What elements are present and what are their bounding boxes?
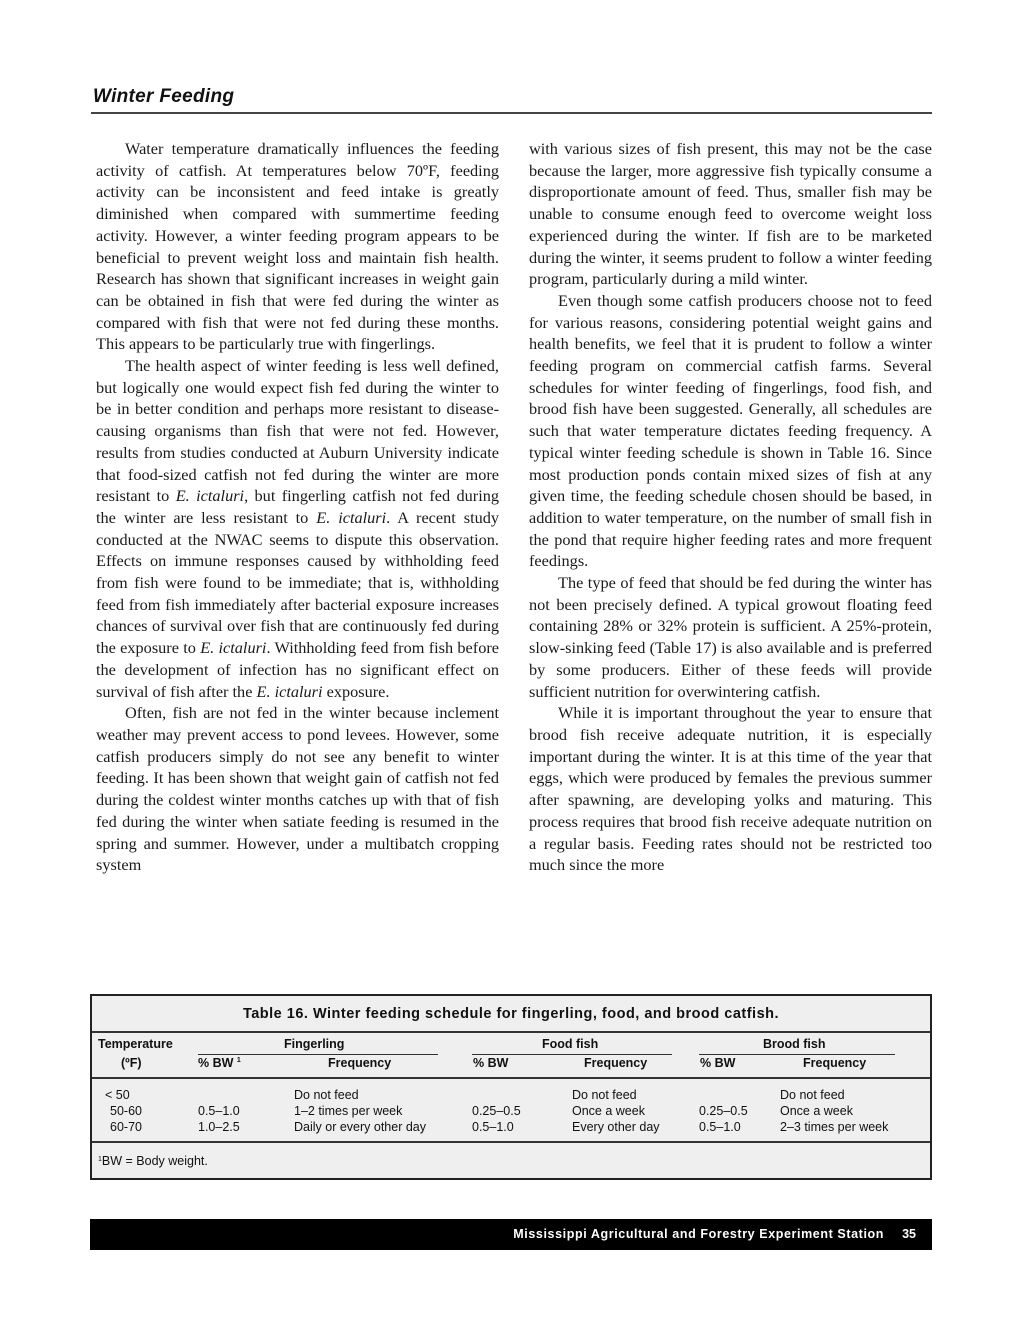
left-column: [96, 138, 499, 876]
header-pct-bw-fingerling: % BW $^1$: [198, 1056, 241, 1070]
table-footnote: $^1$BW = Body weight.: [98, 1154, 208, 1168]
table-rule: [92, 1077, 930, 1079]
paragraph: with various sizes of fish present, this may not be the case because the larger, more aggressive fish typically consume a disproportionate amount of feed. Thus, smaller fish may be unable to consume enough feed to overcome weight loss experienced during the winter. If fish are to be marketed during the winter, it seems prudent to follow a winter feeding program, particularly during a mild winter.: [529, 139, 932, 289]
paragraph: The type of feed that should be fed during the winter has not been precisely defined. A typical growout floating feed containing 28% or 32% protein is sufficient. A 25%-protein, slow-sinking feed (Table 17) is also available and is preferred by some producers. Either of these feeds will provide sufficient nutrition for overwintering catfish.: [529, 573, 932, 701]
paragraph: While it is important throughout the year to ensure that brood fish receive adequate nutrition, it is especially important during the winter. It is at this time of the year that eggs, which were produced by females the previous summer after spawning, are developing yolks and maturing. This process requires that brood fish receive adequate nutrition on a regular basis. Feeding rates should not be restricted too much since the more: [529, 703, 932, 875]
header-food-fish: Food fish: [542, 1037, 599, 1051]
section-title: Winter Feeding: [93, 86, 235, 107]
footer-publisher: Mississippi Agricultural and Forestry Experiment Station: [513, 1227, 884, 1241]
page-number: 35: [902, 1227, 916, 1241]
paragraph: Often, fish are not fed in the winter because inclement weather may prevent access to pond levees. However, some catfish producers simply do not see any benefit to winter feeding. It has been shown that weight gain of catfish not fed during the coldest winter months catches up with that of fish fed during the winter when satiate feeding is resumed in the spring and summer. However, under a multibatch cropping system: [96, 703, 499, 875]
header-pct-bw-food: % BW: [473, 1056, 509, 1070]
group-rule-fingerling: [198, 1054, 438, 1055]
header-frequency-food: Frequency: [584, 1056, 648, 1070]
table-rule: [92, 1141, 930, 1143]
group-rule-food-fish: [472, 1054, 672, 1055]
header-frequency-brood: Frequency: [803, 1056, 867, 1070]
paragraph: Water temperature dramatically influences the feeding activity of catfish. At temperatures below 70ºF, feeding activity can be inconsistent and feed intake is greatly diminished when compared with summertime feeding activity. However, a winter feeding program appears to be beneficial to prevent weight loss and maintain fish health. Research has shown that significant increases in weight gain can be obtained in fish that were fed during the winter as compared with fish that were not fed during these months. This appears to be particularly true with fingerlings.: [96, 139, 499, 354]
header-temperature: Temperature: [98, 1037, 173, 1051]
feeding-schedule-table: Table 16. Winter feeding schedule for fingerling, food, and brood catfish. Temperature (ºF) Fingerling Food fish Brood fish % BW $^1$ Frequency % BW Frequency % BW Frequency < 50 Do not feed Do not feed Do not feed 50-60 0.5–1.0 1–2 times per week 0.25–0.5 Once a week 0.25–0.5 Once a week 60-70 1.0–2.5 Daily or every other day 0.5–1.0 Every other day 0.5–1.0 2–3 times per week $^1$BW = Body weight.: [90, 994, 932, 1180]
title-rule: [91, 112, 932, 114]
paragraph: The health aspect of winter feeding is less well defined, but logically one would expect fish fed during the winter to be in better condition and perhaps more resistant to disease-causing organisms than fish that were not fed. However, results from studies conducted at Auburn University indicate that food-sized catfish not fed during the winter are more resistant to E. ictaluri, but fingerling catfish not fed during the winter are less resistant to E. ictaluri. A recent study conducted at the NWAC seems to dispute this observation. Effects on immune responses caused by withholding feed from fish were found to be immediate; that is, withholding feed from fish immediately after bacterial exposure increases chances of survival over fish that are continuously fed during the exposure to E. ictaluri. Withholding feed from fish before the development of infection has no significant effect on survival of fish after the E. ictaluri exposure.: [96, 356, 500, 701]
table-caption: Table 16. Winter feeding schedule for fingerling, food, and brood catfish.: [242, 1006, 780, 1022]
table-rule: [92, 1031, 930, 1033]
header-brood-fish: Brood fish: [763, 1037, 826, 1051]
right-column: [529, 138, 932, 876]
page-footer: [90, 1219, 932, 1250]
header-temperature-unit: (ºF): [121, 1056, 142, 1070]
header-frequency-fingerling: Frequency: [328, 1056, 392, 1070]
header-pct-bw-brood: % BW: [700, 1056, 736, 1070]
group-rule-brood-fish: [699, 1054, 895, 1055]
header-fingerling: Fingerling: [284, 1037, 345, 1051]
paragraph: Even though some catfish producers choose not to feed for various reasons, considering potential weight gains and health benefits, we feel that it is prudent to follow a winter feeding program on commercial catfish farms. Several schedules for winter feeding of fingerlings, food fish, and brood fish have been suggested. Generally, all schedules are such that water temperature dictates feeding frequency. A typical winter feeding schedule is shown in Table 16. Since most production ponds contain mixed sizes of fish at any given time, the feeding schedule chosen should be based, in addition to water temperature, on the number of small fish in the pond that require higher feeding rates and more frequent feedings.: [529, 290, 932, 571]
